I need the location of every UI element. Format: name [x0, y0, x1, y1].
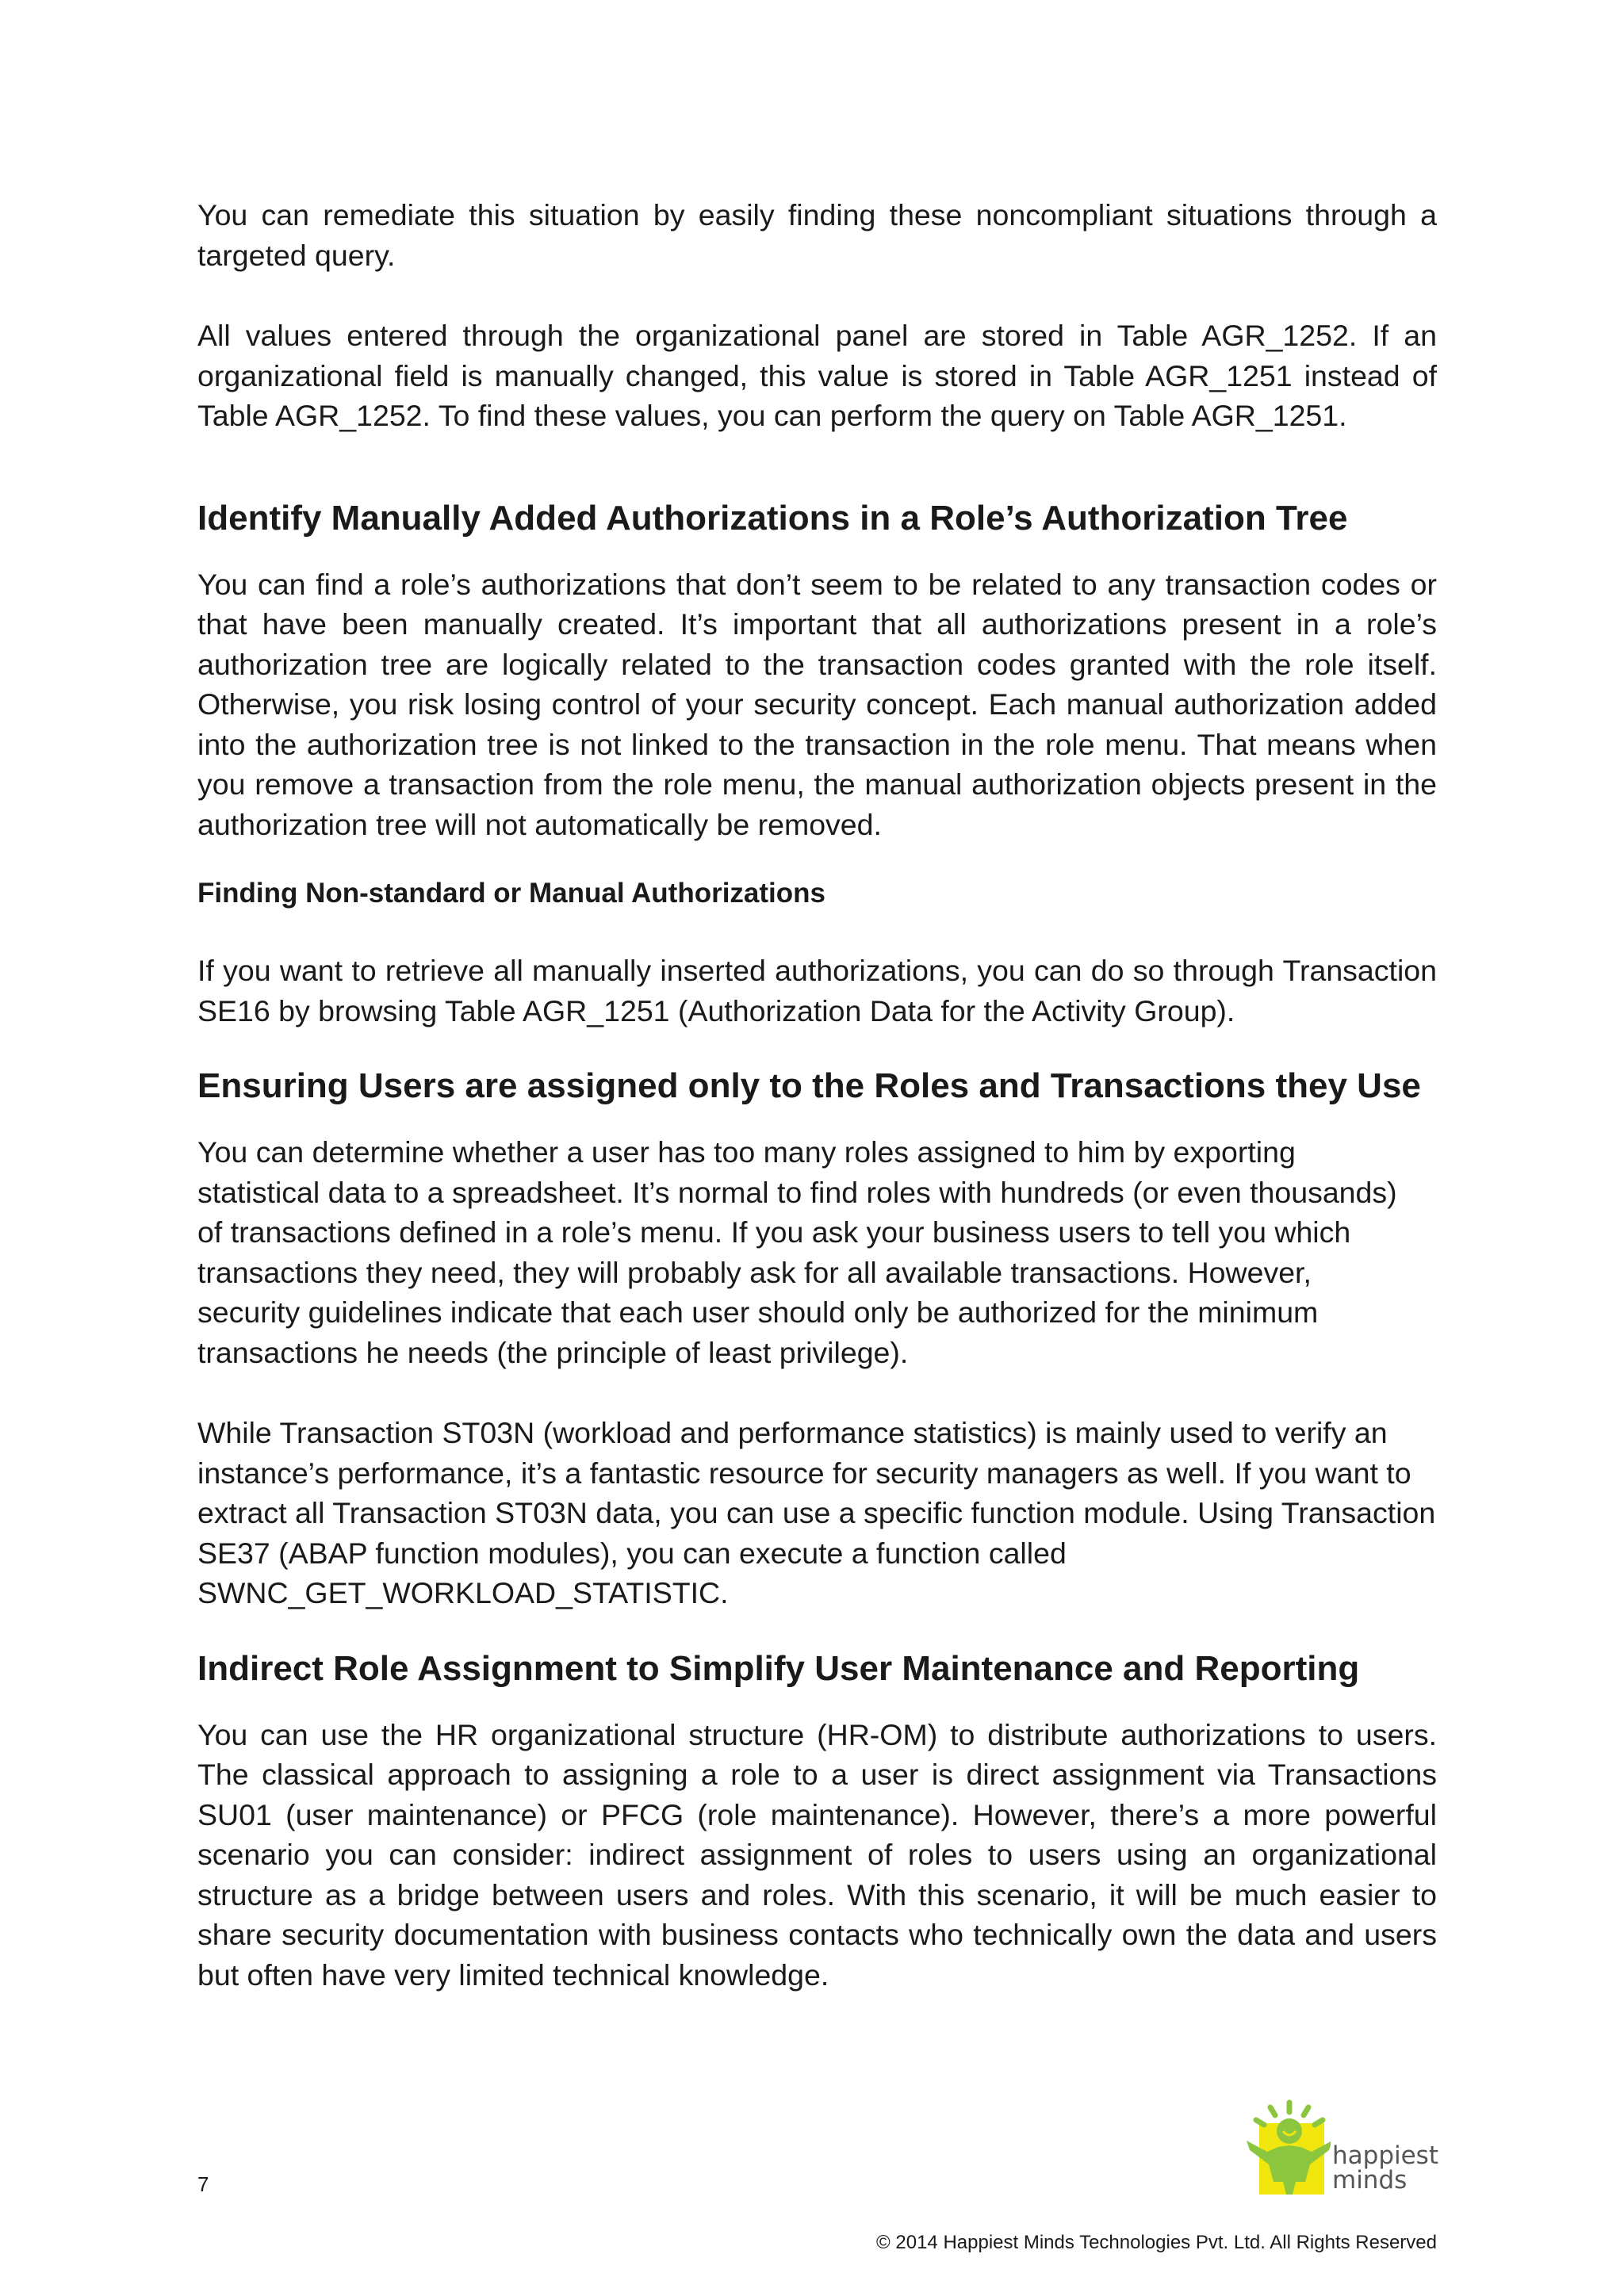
section-2-paragraph-2	[197, 1413, 1437, 1613]
section-2-paragraph-1	[197, 1132, 1437, 1372]
section-2-p1-line: transactions he needs (the principle of least privilege).	[197, 1335, 909, 1369]
section-2-p2-line: instance’s performance, it’s a fantastic resource for security managers as well. If you want to	[197, 1456, 1411, 1490]
logo-wordmark	[1332, 2141, 1438, 2195]
page-number: 7	[197, 2172, 209, 2196]
section-2-p2-line: While Transaction ST03N (workload and performance statistics) is mainly used to verify an	[197, 1416, 1388, 1449]
logo-text-happiest: happiest	[1332, 2141, 1438, 2170]
section-1-paragraph-2: If you want to retrieve all manually inserted authorizations, you can do so through Transaction SE16 by browsing Table AGR_1251 (Authorization Data for the Activity Group).	[197, 954, 1437, 1027]
section-1-paragraph: You can find a role’s authorizations that don’t seem to be related to any transaction codes or that have been manually created. It’s important that all authorizations present in a role’s authorization tree are logically related to the transaction codes granted with the role itself. Otherwise, you risk losing control of your security concept. Each manual authorization added into the authorization tree is not linked to the transaction in the role menu. That means when you remove a transaction from the role menu, the manual authorization objects present in the authorization tree will not automatically be removed.	[197, 567, 1437, 841]
section-heading-manual-authorizations: Identify Manually Added Authorizations in a Role’s Authorization Tree	[197, 498, 1348, 538]
page-content	[197, 195, 1437, 1995]
section-2-p2-line: extract all Transaction ST03N data, you can use a specific function module. Using Transaction	[197, 1496, 1436, 1529]
section-2-p2-line: SE37 (ABAP function modules), you can execute a function called	[197, 1536, 1067, 1570]
section-2-p1-line: of transactions defined in a role’s menu. If you ask your business users to tell you which	[197, 1215, 1351, 1249]
section-2-p1-line: statistical data to a spreadsheet. It’s normal to find roles with hundreds (or even thousands)	[197, 1175, 1397, 1209]
section-2-p2-line: SWNC_GET_WORKLOAD_STATISTIC.	[197, 1576, 729, 1609]
copyright-footer: © 2014 Happiest Minds Technologies Pvt. Ltd. All Rights Reserved	[876, 2232, 1437, 2253]
section-2-p1-line: security guidelines indicate that each user should only be authorized for the minimum	[197, 1295, 1319, 1329]
subheading-non-standard-authorizations: Finding Non-standard or Manual Authorizations	[197, 878, 825, 909]
section-heading-indirect-role-assignment: Indirect Role Assignment to Simplify User Maintenance and Reporting	[197, 1648, 1360, 1688]
happiest-minds-logo	[1243, 2099, 1438, 2202]
section-2-p1-line: transactions they need, they will probably ask for all available transactions. However,	[197, 1255, 1312, 1289]
intro-paragraph-1: You can remediate this situation by easily finding these noncompliant situations through a targeted query.	[197, 198, 1437, 272]
intro-paragraph-2: All values entered through the organizational panel are stored in Table AGR_1252. If an organizational field is manually changed, this value is stored in Table AGR_1251 instead of Table AGR_1252. To find these values, you can perform the query on Table AGR_1251.	[197, 319, 1437, 432]
section-heading-user-role-assignment: Ensuring Users are assigned only to the Roles and Transactions they Use	[197, 1066, 1421, 1105]
section-3-paragraph: You can use the HR organizational structure (HR-OM) to distribute authorizations to users. The classical approach to assigning a role to a user is direct assignment via Transactions SU01 (user maintenance) or PFCG (role maintenance). However, there’s a more powerful scenario you can consider: indirect assignment of roles to users using an organizational structure as a bridge between users and roles. With this scenario, it will be much easier to share security documentation with business contacts who technically own the data and users but often have very limited technical knowledge.	[197, 1717, 1437, 1992]
logo-text-minds: minds	[1332, 2166, 1408, 2195]
section-2-p1-line: You can determine whether a user has too many roles assigned to him by exporting	[197, 1135, 1296, 1169]
happiest-minds-logo-icon	[1243, 2099, 1331, 2202]
